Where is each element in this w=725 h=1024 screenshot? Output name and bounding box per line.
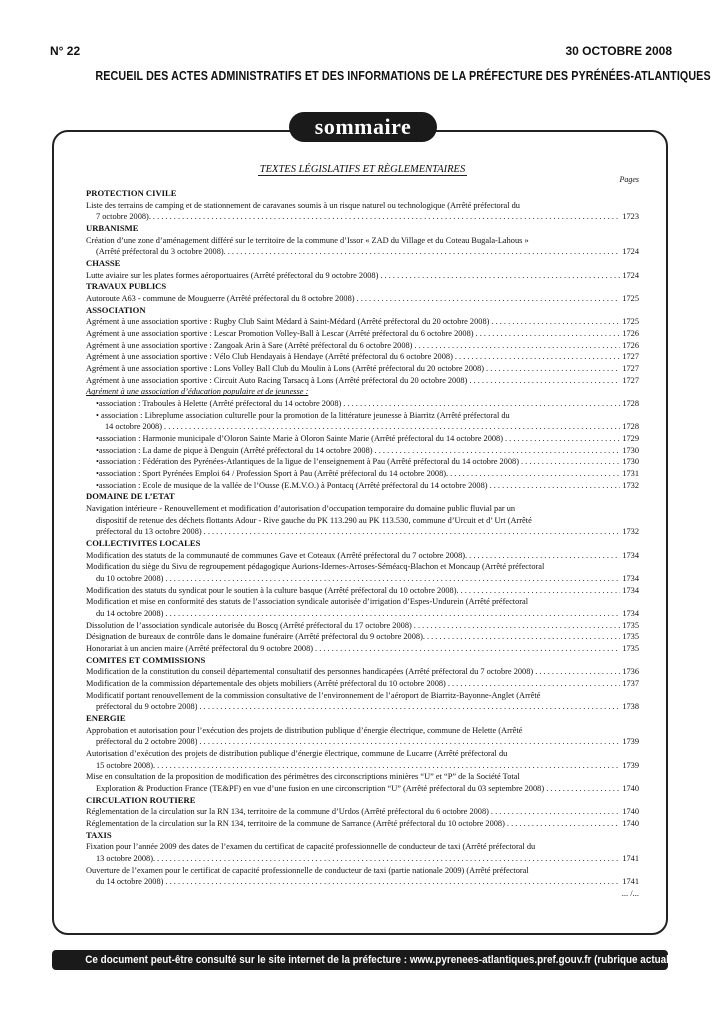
entry-text: COMITES ET COMMISSIONS: [86, 654, 206, 665]
toc-line: [96, 480, 639, 492]
toc-line: [86, 363, 639, 375]
toc-entry: [86, 293, 639, 305]
entry-text: 15 octobre 2008).: [96, 760, 156, 770]
entry-text: Exploration & Production France (TE&PF) en vue d’une fusion en une circonscription “U” (Arrêté préfectoral du 03 septembre 2008) .: [96, 783, 549, 793]
toc-line: [96, 445, 639, 457]
dot-leader: [228, 246, 621, 258]
toc-entry: [86, 573, 639, 585]
entry-text: Modification de la commission départementale des objets mobiliers (Arrêté préfectoral du 10 octobre 2008): [86, 678, 446, 688]
dot-leader: [164, 421, 620, 433]
toc-line: [96, 433, 639, 445]
dot-leader: [157, 853, 620, 865]
dot-leader: [476, 328, 621, 340]
category-heading: [86, 713, 639, 725]
page-number: 1740: [622, 783, 639, 793]
category-heading: [86, 655, 639, 667]
subheading: [86, 386, 639, 398]
entry-text: Autoroute A63 - commune de Mouguerre (Arrêté préfectoral du 8 octobre 2008): [86, 294, 355, 304]
toc-entry: [86, 468, 639, 480]
entry-text: du 14 octobre 2008): [96, 608, 164, 618]
issue-number: N° 22: [50, 44, 81, 58]
toc-line: [86, 351, 639, 363]
bullet-icon: •: [96, 410, 102, 420]
toc-entry: [86, 865, 639, 877]
toc-entry: [86, 760, 639, 772]
dot-leader: [550, 783, 620, 795]
entry-text: association : Sport Pyrénées Emploi 64 / Profession Sport à Pau (Arrêté préfectoral du 14 octobre 2008).: [98, 468, 449, 478]
page-number: 1730: [622, 457, 639, 467]
entry-text: préfectoral du 2 octobre 2008): [96, 737, 198, 747]
toc-entry: [86, 806, 639, 818]
page-number: 1738: [622, 702, 639, 712]
entry-text: association : Harmonie municipale d’Oloron Sainte Marie à Oloron Sainte Marie (Arrêté préfectoral du 14 octobre 2008): [98, 434, 503, 444]
dot-leader: [505, 433, 620, 445]
category-heading: [86, 538, 639, 550]
bullet-icon: •: [96, 480, 99, 490]
entry-text: Réglementation de la circulation sur la RN 134, territoire de la commune de Sarrance (Arrêté préfectoral du 10 octobre 2008): [86, 818, 505, 828]
entry-text: Modification des statuts du syndicat pour le soutien à la culture basque (Arrêté préfectoral du 10 octobre 2008).: [86, 585, 459, 595]
page-number: 1724: [622, 270, 639, 280]
bullet-icon: •: [96, 445, 99, 455]
entry-text: DOMAINE DE L’ETAT: [86, 491, 175, 502]
entry-text: Agrément à une association sportive : Vélo Club Hendayais à Hendaye (Arrêté préfectoral du 6 octobre 2008): [86, 352, 453, 362]
dot-leader: [315, 643, 620, 655]
entry-text: Modification du siège du Sivu de regroupement pédagogique Aurions-Idernes-Arroses-Séméacq-Blachon et Moncaup (Arrêté préfectoral: [86, 562, 545, 572]
page-number: 1736: [622, 667, 639, 677]
dot-leader: [450, 468, 620, 480]
page-number: 1726: [622, 329, 639, 339]
page-number: 1735: [622, 643, 639, 653]
page-number: 1735: [622, 632, 639, 642]
page-number: 1734: [622, 608, 639, 618]
dot-leader: [199, 701, 620, 713]
category-heading: [86, 258, 639, 270]
entry-text: CIRCULATION ROUTIERE: [86, 794, 196, 805]
page-number: 1732: [622, 480, 639, 490]
entry-text: Navigation intérieure - Renouvellement et modification d’autorisation d’occupation temporaire du domaine public fluvial par un: [86, 504, 516, 513]
entry-text: Agrément à une association sportive : Lescar Promotion Volley-Ball à Lescar (Arrêté préfectoral du 6 octobre 2008): [86, 329, 474, 339]
dot-leader: [486, 363, 620, 375]
toc-line: [86, 585, 639, 597]
dot-leader: [157, 760, 620, 772]
entry-text: Agrément à une association sportive : Circuit Auto Racing Tarsacq à Lons (Arrêté préfectoral du 20 octobre 2008): [86, 375, 468, 385]
entry-text: association : La dame de pique à Denguin (Arrêté préfectoral du 14 octobre 2008): [98, 445, 373, 455]
toc-line: [86, 666, 639, 678]
bullet-icon: •: [96, 468, 99, 478]
entry-text: Approbation et autorisation pour l’exécution des projets de distribution publique d’énergie électrique, commune de Helette (Arrêté: [86, 725, 523, 735]
toc-line: [86, 620, 639, 632]
entry-text: Agrément à une association sportive : Zangoak Arin à Sare (Arrêté préfectoral du 6 octobre 2008): [86, 340, 413, 350]
dot-leader: [469, 550, 620, 562]
toc-entry: [86, 316, 639, 328]
toc-entry: [86, 771, 639, 783]
category-heading: [86, 281, 639, 293]
toc-entry: [86, 410, 639, 422]
toc-line: [86, 806, 639, 818]
toc-line: [96, 456, 639, 468]
toc-line: [96, 468, 639, 480]
dot-leader: [491, 316, 620, 328]
entry-text: association : Ecole de musique de la vallée de l’Ousse (E.M.V.O.) à Pontacq (Arrêté préfectoral du 14 octobre 2008): [98, 480, 488, 490]
entry-text: 7 octobre 2008).: [96, 212, 151, 222]
entry-text: Modificatif portant renouvellement de la commission consultative de l’environnement de l’aéroport de Biarritz-Bayonne-Anglet (Arrêté: [86, 690, 541, 700]
toc-entry: [86, 748, 639, 760]
footer-text: Ce document peut-être consulté sur le site internet de la préfecture : www.pyrenees-atlantiques.pref.gouv.fr (rubrique actualité): [85, 954, 684, 966]
toc-line: [96, 573, 639, 585]
toc-entry-continuation: [96, 421, 639, 433]
toc-entry: [86, 620, 639, 632]
toc-line: [96, 398, 639, 410]
dot-leader: [199, 736, 620, 748]
dot-leader: [448, 678, 620, 690]
toc-entry: [86, 853, 639, 865]
page-number: 1725: [622, 294, 639, 304]
dot-leader: [491, 806, 620, 818]
toc-entry: [86, 701, 639, 713]
entry-text: Désignation de bureaux de contrôle dans le domaine funéraire (Arrêté préfectoral du 9 octobre 2008).: [86, 632, 425, 642]
toc-entry: [86, 375, 639, 387]
page-number: 1727: [622, 364, 639, 374]
dot-leader: [357, 293, 621, 305]
toc-line: [96, 246, 639, 258]
dot-leader: [375, 445, 621, 457]
toc-entry: [86, 550, 639, 562]
dot-leader: [507, 818, 620, 830]
entry-text: ENERGIE: [86, 712, 126, 723]
toc-line: [96, 701, 639, 713]
dot-leader: [461, 585, 621, 597]
page-number: 1735: [622, 620, 639, 630]
page-number: 1729: [622, 434, 639, 444]
toc-entry: [86, 876, 639, 888]
toc-line: [96, 853, 639, 865]
section-title: TEXTES LÉGISLATIFS ET RÈGLEMENTAIRES: [259, 164, 466, 175]
toc-entry: [86, 421, 639, 433]
toc-line: [96, 526, 639, 538]
toc-entry: [86, 678, 639, 690]
dot-leader: [204, 526, 621, 538]
entry-text: association : Libreplume association culturelle pour la promotion de la littérature jeunesse à Biarritz (Arrêté préfectoral du: [101, 410, 510, 420]
entry-text: Modification de la constitution du conseil départemental consultatif des personnes handicapées (Arrêté préfectoral du 7 octobre 2008) .: [86, 667, 538, 677]
toc-line: [86, 678, 639, 690]
toc-entry: [86, 480, 639, 492]
entry-text: Création d’une zone d’aménagement différé sur le territoire de la commune d’Issor « ZAD du Village et du Coteau Bugala-Lahous »: [86, 235, 529, 245]
entry-text: COLLECTIVITES LOCALES: [86, 537, 201, 548]
entry-text: préfectoral du 13 octobre 2008): [96, 527, 202, 537]
toc-entry: [86, 666, 639, 678]
toc-entry: [86, 503, 639, 515]
sommaire-banner: sommaire: [289, 112, 437, 142]
toc-entry: [86, 433, 639, 445]
toc-entry: [86, 690, 639, 702]
toc-line: [86, 293, 639, 305]
toc-line: [96, 876, 639, 888]
toc-line: [96, 211, 639, 223]
dot-leader: [521, 456, 620, 468]
page-number: 1734: [622, 550, 639, 560]
toc-entry: [86, 398, 639, 410]
dot-leader: [414, 340, 620, 352]
toc-rows: [86, 188, 639, 888]
entry-text: Réglementation de la circulation sur la RN 134, territoire de la commune d’Urdos (Arrêté préfectoral du 6 octobre 2008): [86, 807, 489, 817]
entry-text: (Arrêté préfectoral du 3 octobre 2008).: [96, 247, 226, 257]
toc-line: [105, 421, 639, 433]
page-number: 1741: [622, 853, 639, 863]
toc-line: [86, 340, 639, 352]
entry-text: Dissolution de l’association syndicale autorisée du Boscq (Arrêté préfectoral du 17 octobre 2008): [86, 620, 412, 630]
toc-entry: [86, 211, 639, 223]
dot-leader: [539, 666, 620, 678]
page-number: 1725: [622, 317, 639, 327]
toc-line: [86, 316, 639, 328]
page-number: 1723: [622, 212, 639, 222]
toc-line: [86, 631, 639, 643]
entry-text: association : Fédération des Pyrénées-Atlantiques de la ligue de l’enseignement à Pau (Arrêté préfectoral du 14 octobre 2008): [98, 457, 519, 467]
toc-entry: [86, 270, 639, 282]
toc-entry: [86, 596, 639, 608]
entry-text: Modification des statuts de la communauté de communes Gave et Coteaux (Arrêté préfectoral du 7 octobre 2008).: [86, 550, 468, 560]
toc-entry: [86, 736, 639, 748]
entry-text: Ouverture de l’examen pour le certificat de capacité professionnelle de conducteur de taxi (partie nationale 2009) (Arrêté préfectoral: [86, 865, 529, 875]
category-heading: [86, 491, 639, 503]
toc-entry: [86, 235, 639, 247]
entry-text: TAXIS: [86, 829, 112, 840]
page-number: 1730: [622, 445, 639, 455]
toc-entry: [86, 818, 639, 830]
entry-text: préfectoral du 9 octobre 2008): [96, 702, 198, 712]
page-number: 1726: [622, 340, 639, 350]
page-number: 1728: [622, 422, 639, 432]
category-heading: [86, 795, 639, 807]
entry-text: Fixation pour l’année 2009 des dates de l’examen du certificat de capacité professionnelle de conducteur de taxi (Arrêté préfectoral du: [86, 842, 536, 852]
footer-banner: [52, 950, 684, 970]
entry-text: ASSOCIATION: [86, 304, 146, 315]
category-heading: [86, 830, 639, 842]
toc-entry: [86, 351, 639, 363]
entry-text: du 10 octobre 2008): [96, 573, 164, 583]
entry-text: 14 octobre 2008): [105, 422, 163, 432]
toc-line: [96, 736, 639, 748]
entry-text: CHASSE: [86, 258, 121, 269]
page-number: 1732: [622, 527, 639, 537]
toc-entry: [86, 561, 639, 573]
category-heading: [86, 188, 639, 200]
toc-entry: [86, 643, 639, 655]
entry-text: Modification et mise en conformité des statuts de l’association syndicale autorisée d’irrigation d’Espes-Undurein (Arrêté préfectoral: [86, 597, 529, 607]
toc-line: [86, 375, 639, 387]
page-number: 1739: [622, 760, 639, 770]
page-number: 1740: [622, 818, 639, 828]
toc-entry: [86, 363, 639, 375]
pages-label: Pages: [619, 175, 639, 184]
dot-leader: [455, 351, 620, 363]
dot-leader: [414, 620, 621, 632]
toc-entry: [86, 445, 639, 457]
page-number: 1741: [622, 877, 639, 887]
entry-text: URBANISME: [86, 223, 139, 234]
toc-entry: [86, 841, 639, 853]
page-number: 1728: [622, 399, 639, 409]
category-heading: [86, 223, 639, 235]
toc-line: [86, 270, 639, 282]
entry-text: Agrément à une association sportive : Lons Volley Ball Club du Moulin à Lons (Arrêté préfectoral du 20 octobre 2008): [86, 364, 485, 374]
toc-line: [86, 643, 639, 655]
page-number: 1734: [622, 585, 639, 595]
entry-text: Honorariat à un ancien maire (Arrêté préfectoral du 9 octobre 2008): [86, 643, 314, 653]
entry-text: Mise en consultation de la proposition de modification des périmètres des circonscriptions minières “U” et “P” de la Société Total: [86, 772, 520, 782]
page-number: 1724: [622, 247, 639, 257]
page-number: 1727: [622, 375, 639, 385]
toc-entry: [86, 631, 639, 643]
toc-entry: [86, 608, 639, 620]
entry-text: association : Traboules à Helette (Arrêté préfectoral du 14 octobre 2008): [98, 399, 342, 409]
toc-entry: [86, 328, 639, 340]
entry-text: Autorisation d’exécution des projets de distribution publique d’énergie électrique, commune de Lucarre (Arrêté préfectoral du: [86, 748, 508, 758]
dot-leader: [165, 573, 620, 585]
bullet-icon: •: [96, 434, 99, 444]
toc-entry: [86, 456, 639, 468]
dot-leader: [165, 876, 620, 888]
toc-line: [96, 608, 639, 620]
dot-leader: [380, 270, 620, 282]
page-number: 1737: [622, 678, 639, 688]
toc-entry: [86, 725, 639, 737]
entry-text: 13 octobre 2008).: [96, 853, 156, 863]
entry-text: PROTECTION CIVILE: [86, 188, 177, 198]
dot-leader: [343, 398, 620, 410]
toc-line: [86, 328, 639, 340]
toc-line: [86, 818, 639, 830]
category-heading: [86, 305, 639, 317]
toc-entry: [86, 515, 639, 527]
document-title: RECUEIL DES ACTES ADMINISTRATIFS ET DES INFORMATIONS DE LA PRÉFECTURE DES PYRÉNÉES-ATLANTIQUES: [95, 69, 711, 83]
page-number: 1731: [622, 468, 639, 478]
entry-text: Lutte aviaire sur les plates formes aéroportuaires (Arrêté préfectoral du 9 octobre 2008): [86, 270, 379, 280]
issue-date: 30 OCTOBRE 2008: [565, 44, 672, 58]
bullet-icon: •: [96, 399, 99, 409]
bullet-icon: •: [96, 457, 99, 467]
entry-text: Agrément à une association sportive : Rugby Club Saint Médard à Saint-Médard (Arrêté préfectoral du 20 octobre 2008): [86, 317, 490, 327]
dot-leader: [427, 631, 620, 643]
entry-text: Liste des terrains de camping et de stationnement de caravanes soumis à un risque naturel ou technologique (Arrêté préfectoral du: [86, 200, 520, 210]
toc-line: [86, 550, 639, 562]
toc-entry: [86, 585, 639, 597]
toc-entry: [86, 246, 639, 258]
page-number: 1739: [622, 737, 639, 747]
section-header: [86, 164, 639, 184]
entry-text: Agrément à une association d’éducation populaire et de jeunesse :: [86, 387, 309, 397]
toc-entry: [86, 340, 639, 352]
toc-line: [96, 760, 639, 772]
entry-text: dispositif de retenue des déchets flottants Adour - Rive gauche du PK 113.290 au PK 113.530, commune d’Urcuit et d’ Urt (Arrêté: [96, 515, 532, 525]
entry-text: TRAVAUX PUBLICS: [86, 281, 167, 292]
dot-leader: [153, 211, 620, 223]
entry-text: du 14 octobre 2008): [96, 877, 164, 887]
continued-marker: ... /...: [621, 887, 639, 898]
page-number: 1734: [622, 573, 639, 583]
toc-line: [96, 783, 639, 795]
toc-entry: [86, 526, 639, 538]
toc-entry: [86, 200, 639, 212]
dot-leader: [469, 375, 620, 387]
page-number: 1727: [622, 352, 639, 362]
table-of-contents: [86, 164, 639, 900]
page-number: 1740: [622, 807, 639, 817]
toc-entry: [86, 783, 639, 795]
dot-leader: [490, 480, 621, 492]
dot-leader: [165, 608, 620, 620]
